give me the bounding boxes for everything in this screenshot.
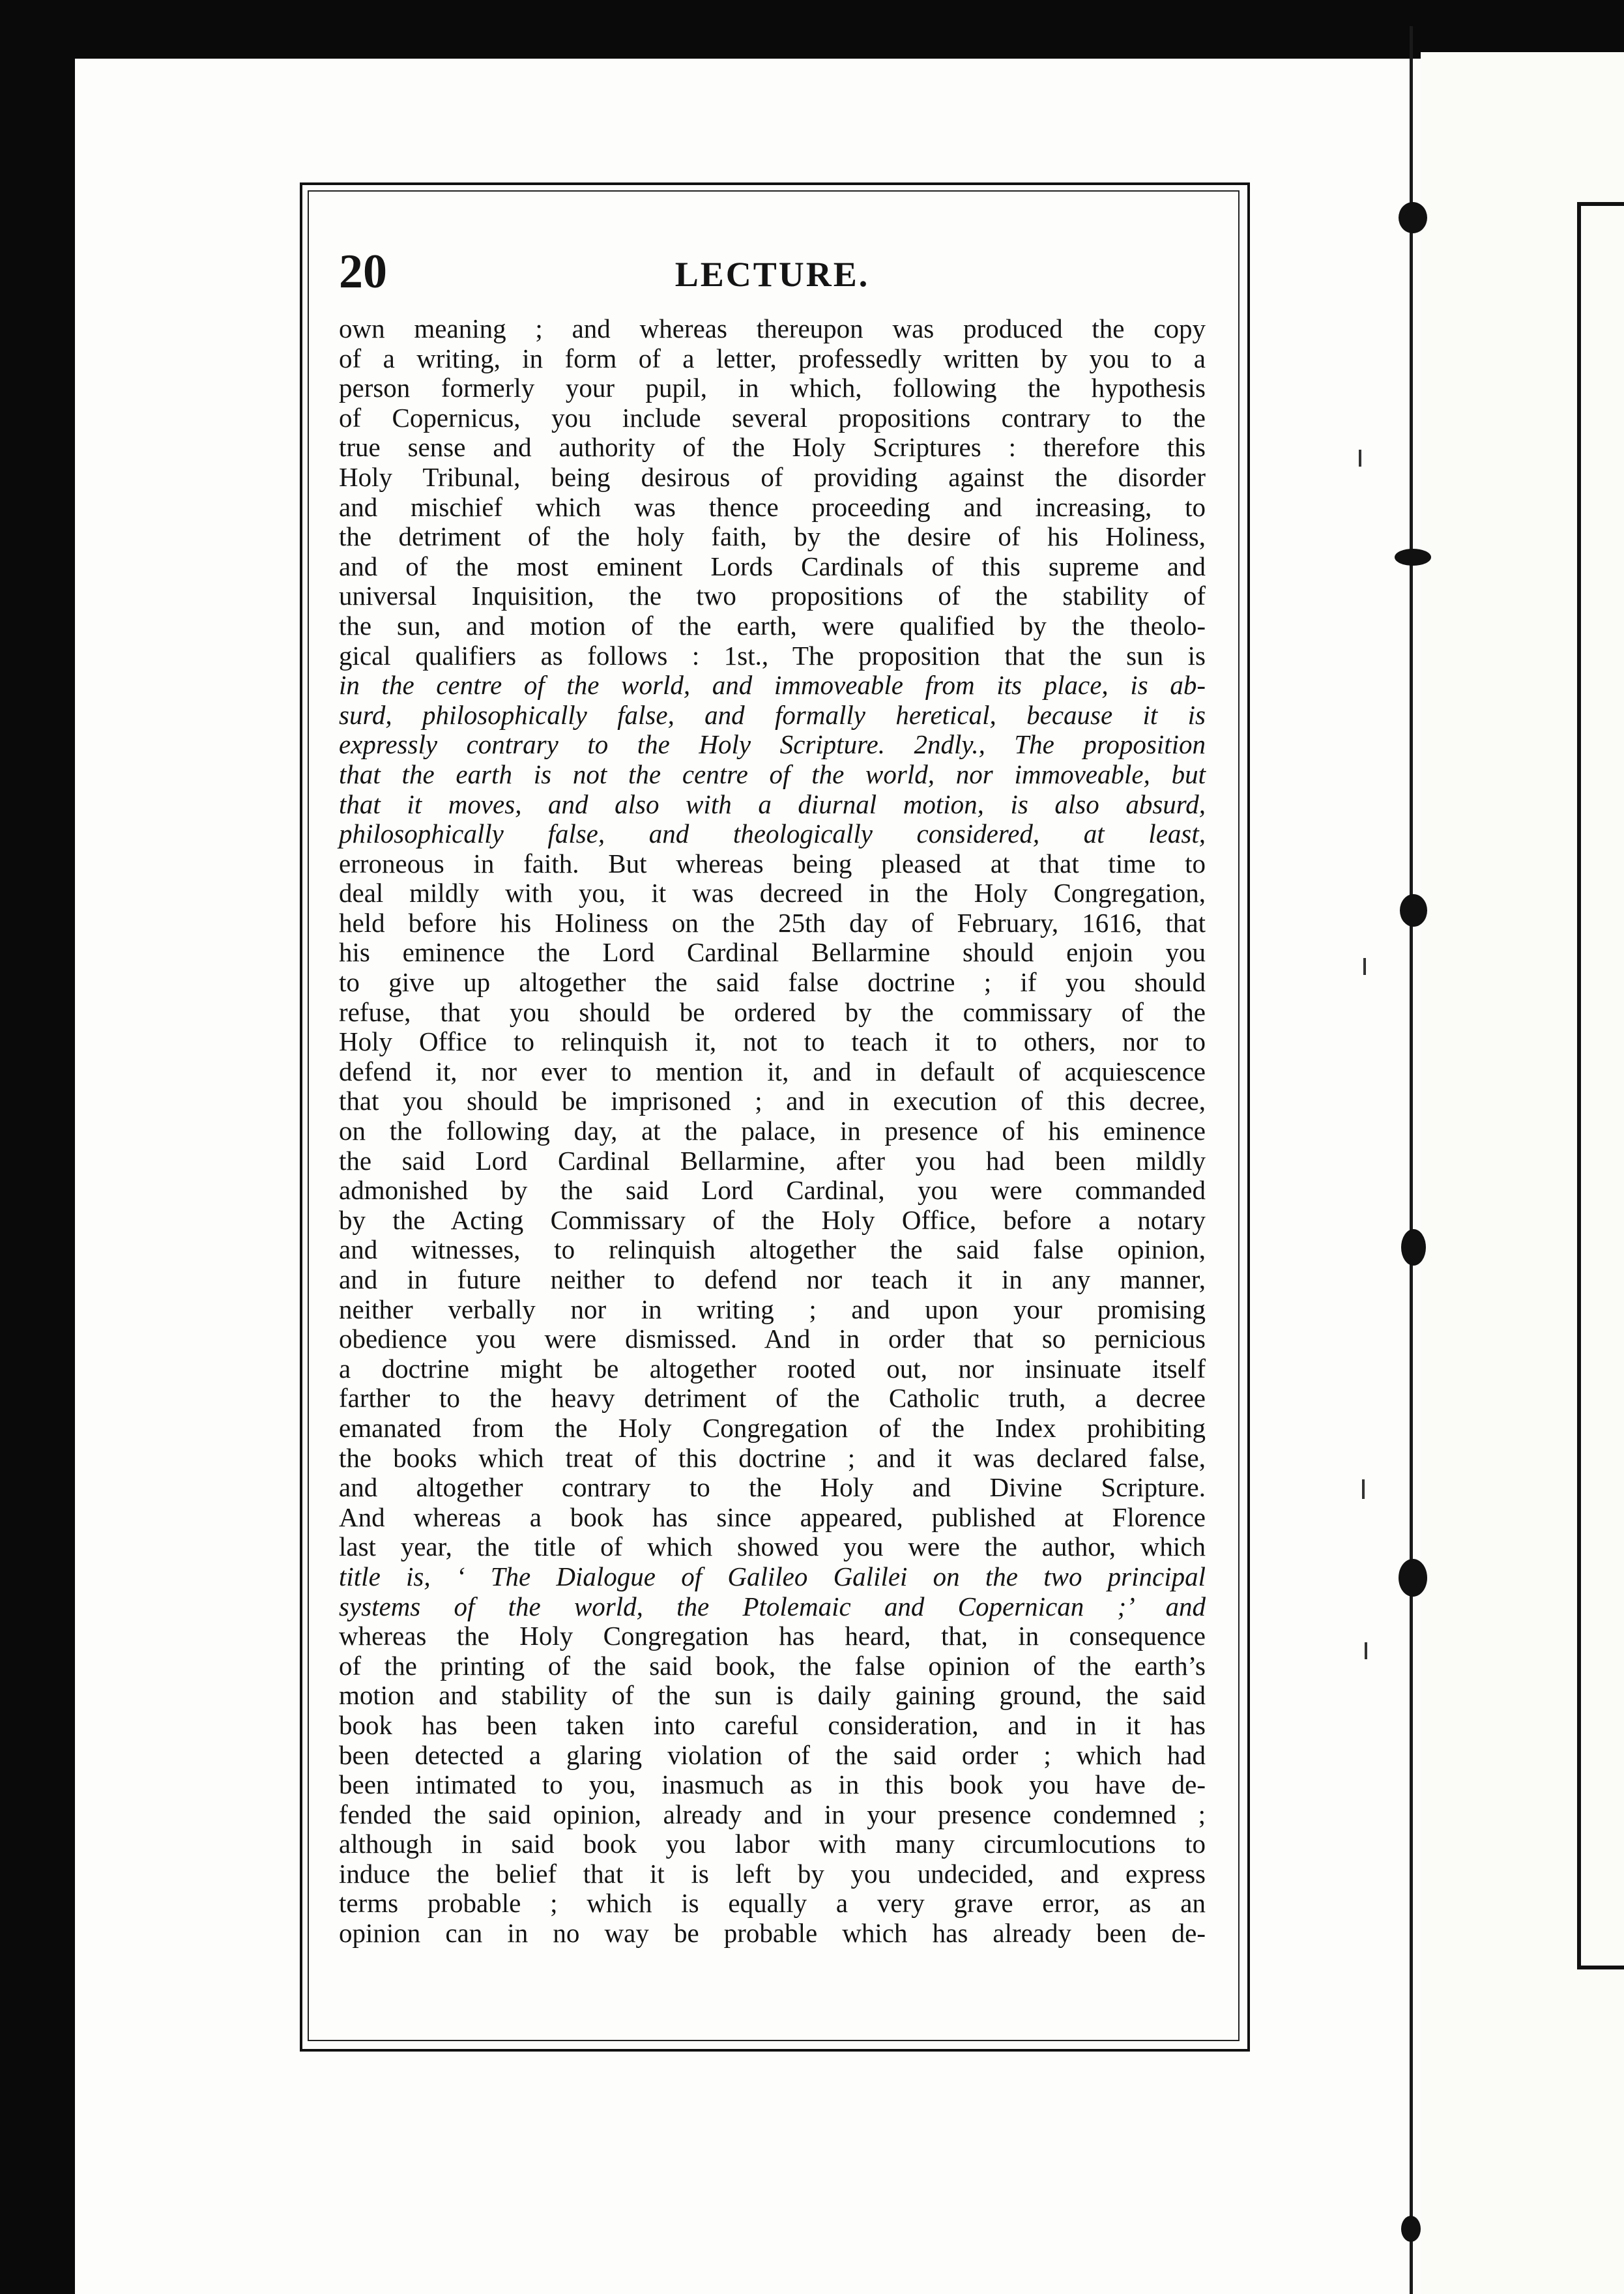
text-line: emanated from the Holy Congregation of the Index prohibiting	[339, 1412, 1206, 1443]
text-line: and altogether contrary to the Holy and Divine Scripture.	[339, 1472, 1206, 1503]
text-line: farther to the heavy detriment of the Catholic truth, a decree	[339, 1383, 1206, 1414]
text-line: admonished by the said Lord Cardinal, you were commanded	[339, 1175, 1206, 1206]
text-line: although in said book you labor with many circumlocutions to	[339, 1829, 1206, 1859]
margin-mark	[1362, 1479, 1365, 1499]
binding-blot	[1401, 2216, 1421, 2242]
text-line: and witnesses, to relinquish altogether the said false opinion,	[339, 1234, 1206, 1265]
binding-blot	[1401, 1229, 1426, 1266]
text-line: of the printing of the said book, the false opinion of the earth’s	[339, 1650, 1206, 1681]
text-line: of a writing, in form of a letter, professedly written by you to a	[339, 343, 1206, 373]
text-line: that it moves, and also with a diurnal motion, is also absurd,	[339, 789, 1206, 819]
text-line: and mischief which was thence proceeding and increasing, to	[339, 491, 1206, 522]
text-line: own meaning ; and whereas thereupon was produced the copy	[339, 313, 1206, 343]
running-head: LECTURE.	[674, 255, 870, 294]
book-gutter	[1410, 26, 1413, 2294]
text-line: been detected a glaring violation of the said order ; which had	[339, 1739, 1206, 1770]
text-line: title is, ‘ The Dialogue of Galileo Galilei on the two principal	[339, 1561, 1206, 1591]
margin-mark	[1365, 1642, 1367, 1659]
text-line: held before his Holiness on the 25th day of February, 1616, that	[339, 907, 1206, 938]
text-line: a doctrine might be altogether rooted out, nor insinuate itself	[339, 1353, 1206, 1384]
text-line: true sense and authority of the Holy Scriptures : therefore this	[339, 432, 1206, 463]
text-line: and of the most eminent Lords Cardinals of this supreme and	[339, 551, 1206, 581]
binding-blot	[1400, 894, 1427, 927]
text-line: in the centre of the world, and immoveable from its place, is ab-	[339, 670, 1206, 701]
margin-mark	[1359, 450, 1361, 467]
binding-blot	[1399, 202, 1427, 233]
body-text	[339, 314, 1206, 1949]
text-line: book has been taken into careful consideration, and in it has	[339, 1709, 1206, 1740]
text-line: surd, philosophically false, and formally heretical, because it is	[339, 699, 1206, 730]
text-line: the said Lord Cardinal Bellarmine, after you had been mildly	[339, 1145, 1206, 1176]
text-line: on the following day, at the palace, in presence of his eminence	[339, 1116, 1206, 1146]
text-line: defend it, nor ever to mention it, and in default of acquiescence	[339, 1056, 1206, 1086]
text-line: universal Inquisition, the two propositions of the stability of	[339, 581, 1206, 611]
text-line: the sun, and motion of the earth, were qualified by the theolo-	[339, 610, 1206, 641]
text-line: deal mildly with you, it was decreed in the Holy Congregation,	[339, 878, 1206, 908]
text-line: his eminence the Lord Cardinal Bellarmine should enjoin you	[339, 937, 1206, 968]
text-line: and in future neither to defend nor teach it in any manner,	[339, 1264, 1206, 1294]
text-line: refuse, that you should be ordered by the commissary of the	[339, 996, 1206, 1027]
text-line: to give up altogether the said false doctrine ; if you should	[339, 967, 1206, 998]
text-line: last year, the title of which showed you were the author, which	[339, 1532, 1206, 1562]
text-line: systems of the world, the Ptolemaic and Copernican ;’ and	[339, 1591, 1206, 1621]
text-line: Holy Tribunal, being desirous of providing against the disorder	[339, 461, 1206, 492]
text-line: expressly contrary to the Holy Scripture. 2ndly., The proposition	[339, 729, 1206, 760]
text-line: neither verbally nor in writing ; and upon your promising	[339, 1294, 1206, 1324]
page-text-block	[339, 242, 1206, 1949]
text-line: opinion can in no way be probable which has already been de-	[339, 1918, 1206, 1949]
text-line: terms probable ; which is equally a very grave error, as an	[339, 1888, 1206, 1919]
text-line: that the earth is not the centre of the world, nor immoveable, but	[339, 759, 1206, 789]
page-number: 20	[339, 245, 387, 298]
text-line: erroneous in faith. But whereas being pleased at that time to	[339, 848, 1206, 878]
text-line: of Copernicus, you include several propositions contrary to the	[339, 402, 1206, 433]
text-line: Holy Office to relinquish it, not to teach it to others, nor to	[339, 1026, 1206, 1057]
margin-mark	[1363, 958, 1366, 975]
text-line: motion and stability of the sun is daily gaining ground, the said	[339, 1680, 1206, 1711]
facing-page-edge	[1421, 52, 1624, 2294]
text-line: And whereas a book has since appeared, published at Florence	[339, 1502, 1206, 1532]
text-line: the books which treat of this doctrine ; and it was declared false,	[339, 1442, 1206, 1473]
text-line: gical qualifiers as follows : 1st., The proposition that the sun is	[339, 640, 1206, 671]
binding-blot	[1395, 549, 1431, 566]
text-line: obedience you were dismissed. And in order that so pernicious	[339, 1324, 1206, 1354]
text-line: philosophically false, and theologically considered, at least,	[339, 819, 1206, 849]
text-line: fended the said opinion, already and in your presence condemned ;	[339, 1799, 1206, 1829]
text-line: that you should be imprisoned ; and in execution of this decree,	[339, 1086, 1206, 1116]
page-header	[339, 242, 1206, 314]
text-line: person formerly your pupil, in which, following the hypothesis	[339, 373, 1206, 403]
text-line: the detriment of the holy faith, by the desire of his Holiness,	[339, 521, 1206, 552]
text-line: been intimated to you, inasmuch as in this book you have de-	[339, 1769, 1206, 1800]
facing-page-frame	[1577, 202, 1624, 1969]
text-line: by the Acting Commissary of the Holy Office, before a notary	[339, 1204, 1206, 1235]
text-line: whereas the Holy Congregation has heard, that, in consequence	[339, 1621, 1206, 1651]
binding-blot	[1399, 1559, 1427, 1597]
text-line: induce the belief that it is left by you undecided, and express	[339, 1858, 1206, 1889]
